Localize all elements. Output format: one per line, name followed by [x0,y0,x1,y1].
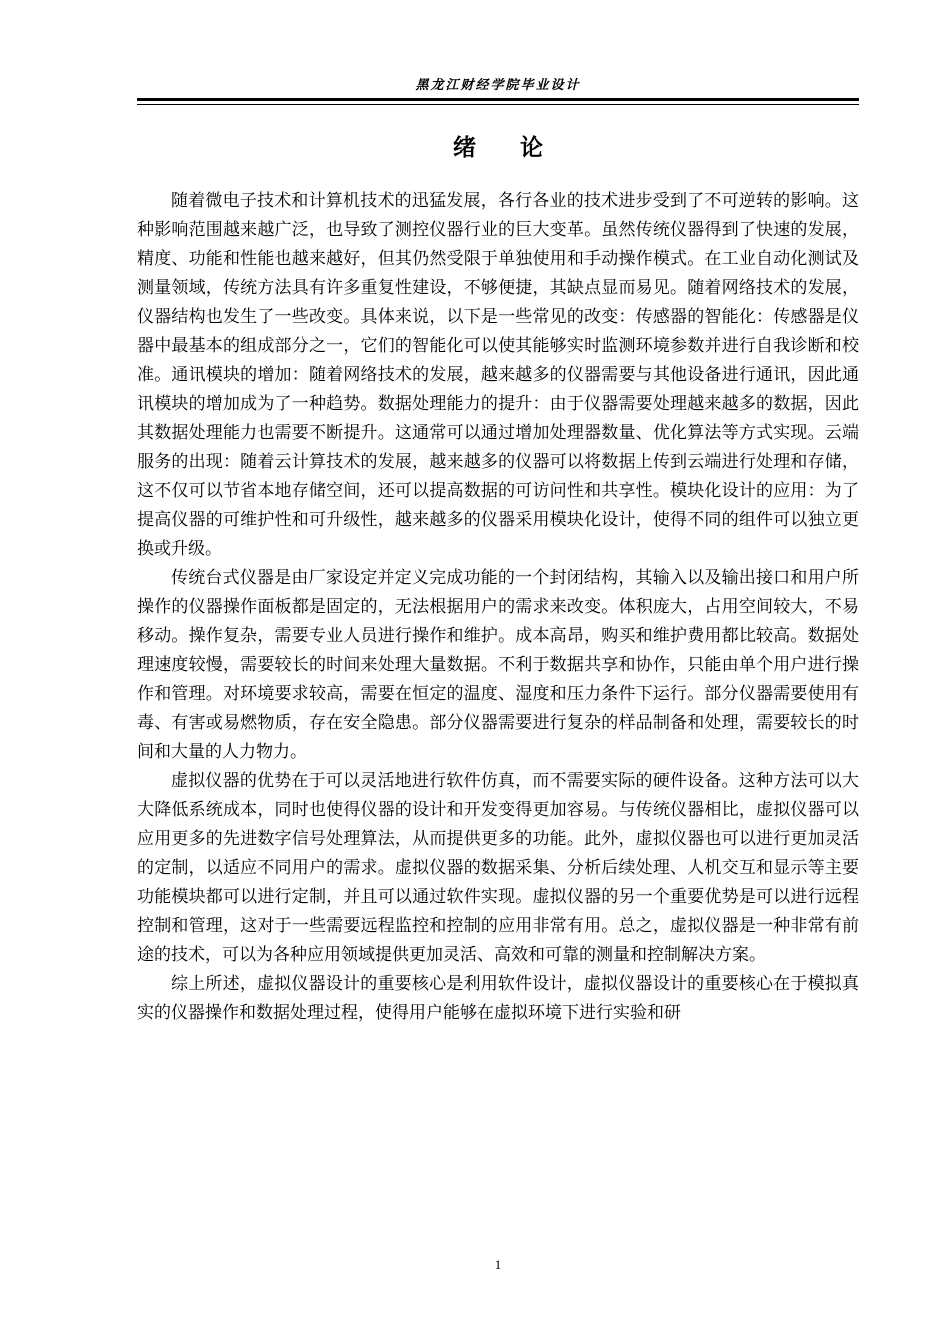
paragraph-3: 虚拟仪器的优势在于可以灵活地进行软件仿真，而不需要实际的硬件设备。这种方法可以大大降低系统成本，同时也使得仪器的设计和开发变得更加容易。与传统仪器相比，虚拟仪器可以应用更多的先进数字信号处理算法，从而提供更多的功能。此外，虚拟仪器也可以进行更加灵活的定制，以适应不同用户的需求。虚拟仪器的数据采集、分析后续处理、人机交互和显示等主要功能模块都可以进行定制，并且可以通过软件实现。虚拟仪器的另一个重要优势是可以进行远程控制和管理，这对于一些需要远程监控和控制的应用非常有用。总之，虚拟仪器是一种非常有前途的技术，可以为各种应用领域提供更加灵活、高效和可靠的测量和控制解决方案。 [137,771,859,965]
header-rule-thin [137,104,859,105]
paragraph-1: 随着微电子技术和计算机技术的迅猛发展，各行各业的技术进步受到了不可逆转的影响。这种影响范围越来越广泛，也导致了测控仪器行业的巨大变革。虽然传统仪器得到了快速的发展，精度、功能和性能也越来越好，但其仍然受限于单独使用和手动操作模式。在工业自动化测试及测量领域，传统方法具有许多重复性建设，不够便捷，其缺点显而易见。随着网络技术的发展，仪器结构也发生了一些改变。具体来说，以下是一些常见的改变：传感器的智能化：传感器是仪器中最基本的组成部分之一，它们的智能化可以使其能够实时监测环境参数并进行自我诊断和校准。通讯模块的增加：随着网络技术的发展，越来越多的仪器需要与其他设备进行通讯，因此通讯模块的增加成为了一种趋势。数据处理能力的提升：由于仪器需要处理越来越多的数据，因此其数据处理能力也需要不断提升。这通常可以通过增加处理器数量、优化算法等方式实现。云端服务的出现：随着云计算技术的发展，越来越多的仪器可以将数据上传到云端进行处理和存储，这不仅可以节省本地存储空间，还可以提高数据的可访问性和共享性。模块化设计的应用：为了提高仪器的可维护性和可升级性，越来越多的仪器采用模块化设计，使得不同的组件可以独立更换或升级。 [137,191,859,559]
section-title: 绪论 [453,135,587,161]
running-header: 黑龙江财经学院毕业设计 [415,78,581,93]
page-number: 1 [494,1257,502,1272]
paragraph-4: 综上所述，虚拟仪器设计的重要核心是利用软件设计，虚拟仪器设计的重要核心在于模拟真实的仪器操作和数据处理过程，使得用户能够在虚拟环境下进行实验和研 [137,974,859,1023]
header-rule-thick [137,98,859,101]
body-text [137,187,859,1028]
paragraph-2: 传统台式仪器是由厂家设定并定义完成功能的一个封闭结构，其输入以及输出接口和用户所操作的仪器操作面板都是固定的，无法根据用户的需求来改变。体积庞大，占用空间较大，不易移动。操作复杂，需要专业人员进行操作和维护。成本高昂，购买和维护费用都比较高。数据处理速度较慢，需要较长的时间来处理大量数据。不利于数据共享和协作，只能由单个用户进行操作和管理。对环境要求较高，需要在恒定的温度、湿度和压力条件下运行。部分仪器需要使用有毒、有害或易燃物质，存在安全隐患。部分仪器需要进行复杂的样品制备和处理，需要较长的时间和大量的人力物力。 [137,568,859,762]
